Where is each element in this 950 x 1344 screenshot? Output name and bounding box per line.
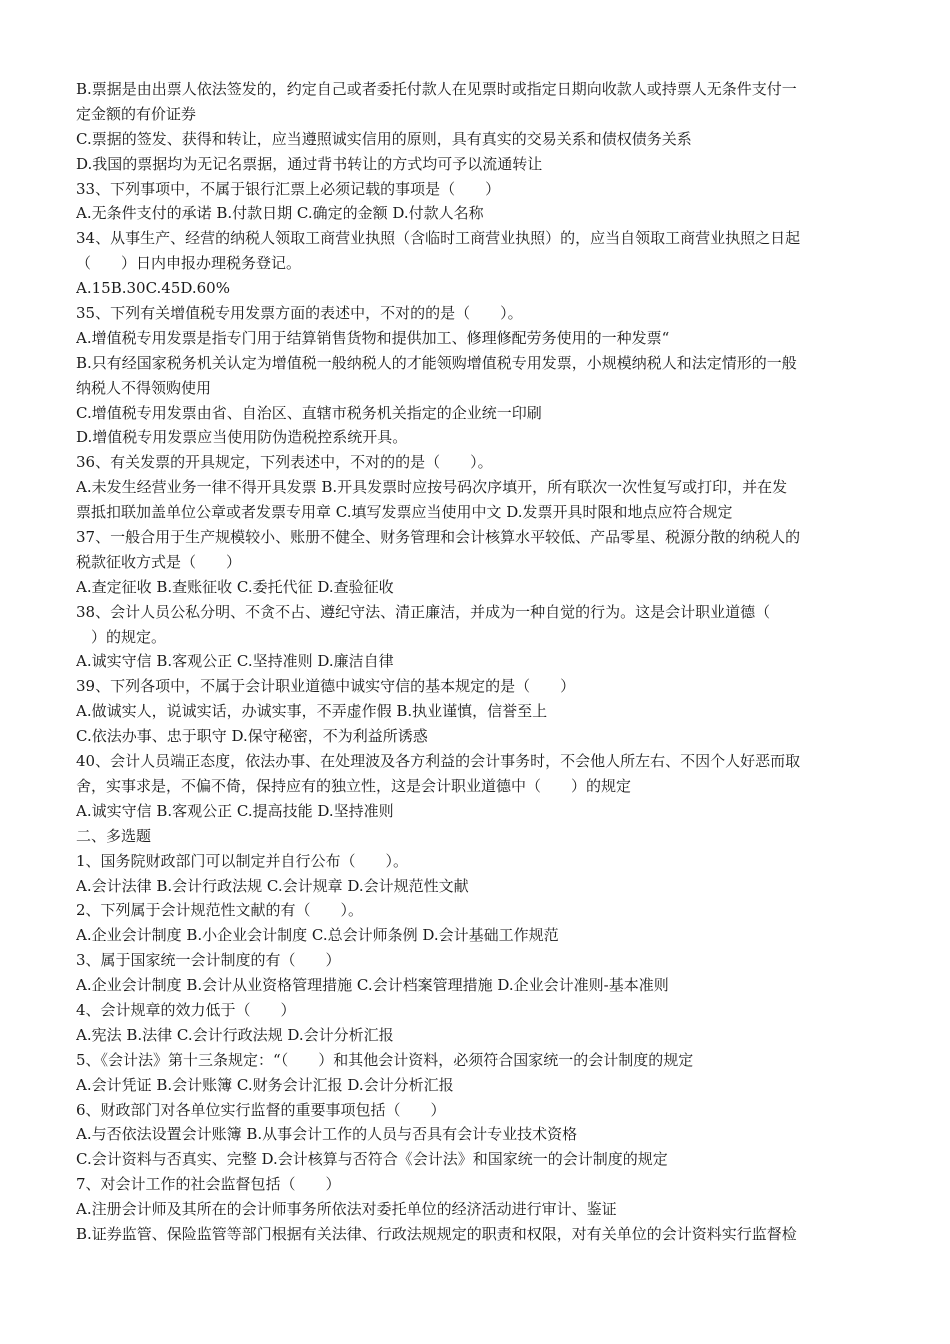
- text-line: 票抵扣联加盖单位公章或者发票专用章 C.填写发票应当使用中文 D.发票开具时限和地点应符合规定: [76, 503, 733, 522]
- text-line: A.查定征收 B.查账征收 C.委托代征 D.查验征收: [76, 577, 394, 596]
- text-line: B.只有经国家税务机关认定为增值税一般纳税人的才能领购增值税专用发票，小规模纳税人和法定情形的一般: [76, 353, 797, 372]
- text-line: 1、国务院财政部门可以制定并自行公布（ ）。: [76, 851, 409, 870]
- text-line: 二、多选题: [76, 826, 152, 845]
- text-line: 39、下列各项中，不属于会计职业道德中诚实守信的基本规定的是（ ）: [76, 677, 576, 696]
- text-line: 33、下列事项中，不属于银行汇票上必须记载的事项是（ ）: [76, 179, 501, 198]
- text-line: 6、财政部门对各单位实行监督的重要事项包括（ ）: [76, 1100, 446, 1119]
- text-line: C.依法办事、忠于职守 D.保守秘密，不为利益所诱惑: [76, 727, 428, 746]
- text-line: A.会计法律 B.会计行政法规 C.会计规章 D.会计规范性文献: [76, 876, 469, 895]
- text-line: ）的规定。: [76, 627, 167, 646]
- text-line: C.会计资料与否真实、完整 D.会计核算与否符合《会计法》和国家统一的会计制度的规定: [76, 1150, 668, 1169]
- text-line: A.宪法 B.法律 C.会计行政法规 D.会计分析汇报: [76, 1025, 394, 1044]
- text-line: A.与否依法设置会计账簿 B.从事会计工作的人员与否具有会计专业技术资格: [76, 1125, 578, 1144]
- text-line: A.会计凭证 B.会计账簿 C.财务会计汇报 D.会计分析汇报: [76, 1075, 454, 1094]
- text-line: 纳税人不得领购使用: [76, 378, 212, 397]
- text-line: 5、《会计法》第十三条规定：“（ ）和其他会计资料，必须符合国家统一的会计制度的规定: [76, 1050, 694, 1069]
- text-line: 35、下列有关增值税专用发票方面的表述中，不对的的是（ ）。: [76, 304, 523, 323]
- text-line: 2、下列属于会计规范性文献的有（ ）。: [76, 901, 364, 920]
- text-line: A.做诚实人，说诚实话，办诚实事，不弄虚作假 B.执业谨慎，信誉至上: [76, 702, 548, 721]
- text-line: A.无条件支付的承诺 B.付款日期 C.确定的金额 D.付款人名称: [76, 204, 484, 223]
- text-line: A.未发生经营业务一律不得开具发票 B.开具发票时应按号码次序填开，所有联次一次性复写或打印，并在发: [76, 478, 788, 497]
- text-line: D.增值税专用发票应当使用防伪造税控系统开具。: [76, 428, 408, 447]
- text-line: B.票据是由出票人依法签发的，约定自己或者委托付款人在见票时或指定日期向收款人或持票人无条件支付一: [76, 80, 797, 98]
- text-line: （ ）日内申报办理税务登记。: [76, 254, 302, 273]
- text-line: A.注册会计师及其所在的会计师事务所依法对委托单位的经济活动进行审计、鉴证: [76, 1200, 617, 1219]
- text-line: A.诚实守信 B.客观公正 C.提高技能 D.坚持准则: [76, 801, 394, 820]
- text-line: C.增值税专用发票由省、自治区、直辖市税务机关指定的企业统一印刷: [76, 403, 542, 422]
- text-line: 定金额的有价证券: [76, 104, 197, 123]
- text-line: 7、对会计工作的社会监督包括（ ）: [76, 1175, 341, 1194]
- text-line: 34、从事生产、经营的纳税人领取工商营业执照（含临时工商营业执照）的，应当自领取工商营业执照之日起: [76, 229, 801, 248]
- text-line: 舍，实事求是，不偏不倚，保持应有的独立性，这是会计职业道德中（ ）的规定: [76, 776, 632, 795]
- text-line: 4、会计规章的效力低于（ ）: [76, 1000, 296, 1019]
- text-line: 40、会计人员端正态度，依法办事、在处理波及各方利益的会计事务时，不会他人所左右、不因个人好恶而取: [76, 752, 801, 771]
- text-line: C.票据的签发、获得和转让，应当遵照诚实信用的原则，具有真实的交易关系和债权债务关系: [76, 129, 692, 148]
- text-line: A.企业会计制度 B.小企业会计制度 C.总会计师条例 D.会计基础工作规范: [76, 926, 559, 945]
- text-line: 37、一般合用于生产规模较小、账册不健全、财务管理和会计核算水平较低、产品零星、税源分散的纳税人的: [76, 528, 801, 547]
- text-line: A.15B.30C.45D.60%: [76, 279, 230, 298]
- text-line: 税款征收方式是（ ）: [76, 552, 242, 571]
- text-line: B.证券监管、保险监管等部门根据有关法律、行政法规规定的职责和权限，对有关单位的会计资料实行监督检: [76, 1224, 797, 1243]
- document-text-body: [76, 77, 882, 1247]
- text-line: 36、有关发票的开具规定，下列表述中，不对的的是（ ）。: [76, 453, 493, 472]
- text-line: A.诚实守信 B.客观公正 C.坚持准则 D.廉洁自律: [76, 652, 394, 671]
- text-line: 38、会计人员公私分明、不贪不占、遵纪守法、清正廉洁，并成为一种自觉的行为。这是会计职业道德（: [76, 602, 771, 621]
- text-line: A.增值税专用发票是指专门用于结算销售货物和提供加工、修理修配劳务使用的一种发票“: [76, 328, 670, 347]
- text-line: D.我国的票据均为无记名票据，通过背书转让的方式均可予以流通转让: [76, 154, 543, 173]
- text-line: A.企业会计制度 B.会计从业资格管理措施 C.会计档案管理措施 D.企业会计准则-基本准则: [76, 976, 669, 995]
- text-line: 3、属于国家统一会计制度的有（ ）: [76, 951, 341, 970]
